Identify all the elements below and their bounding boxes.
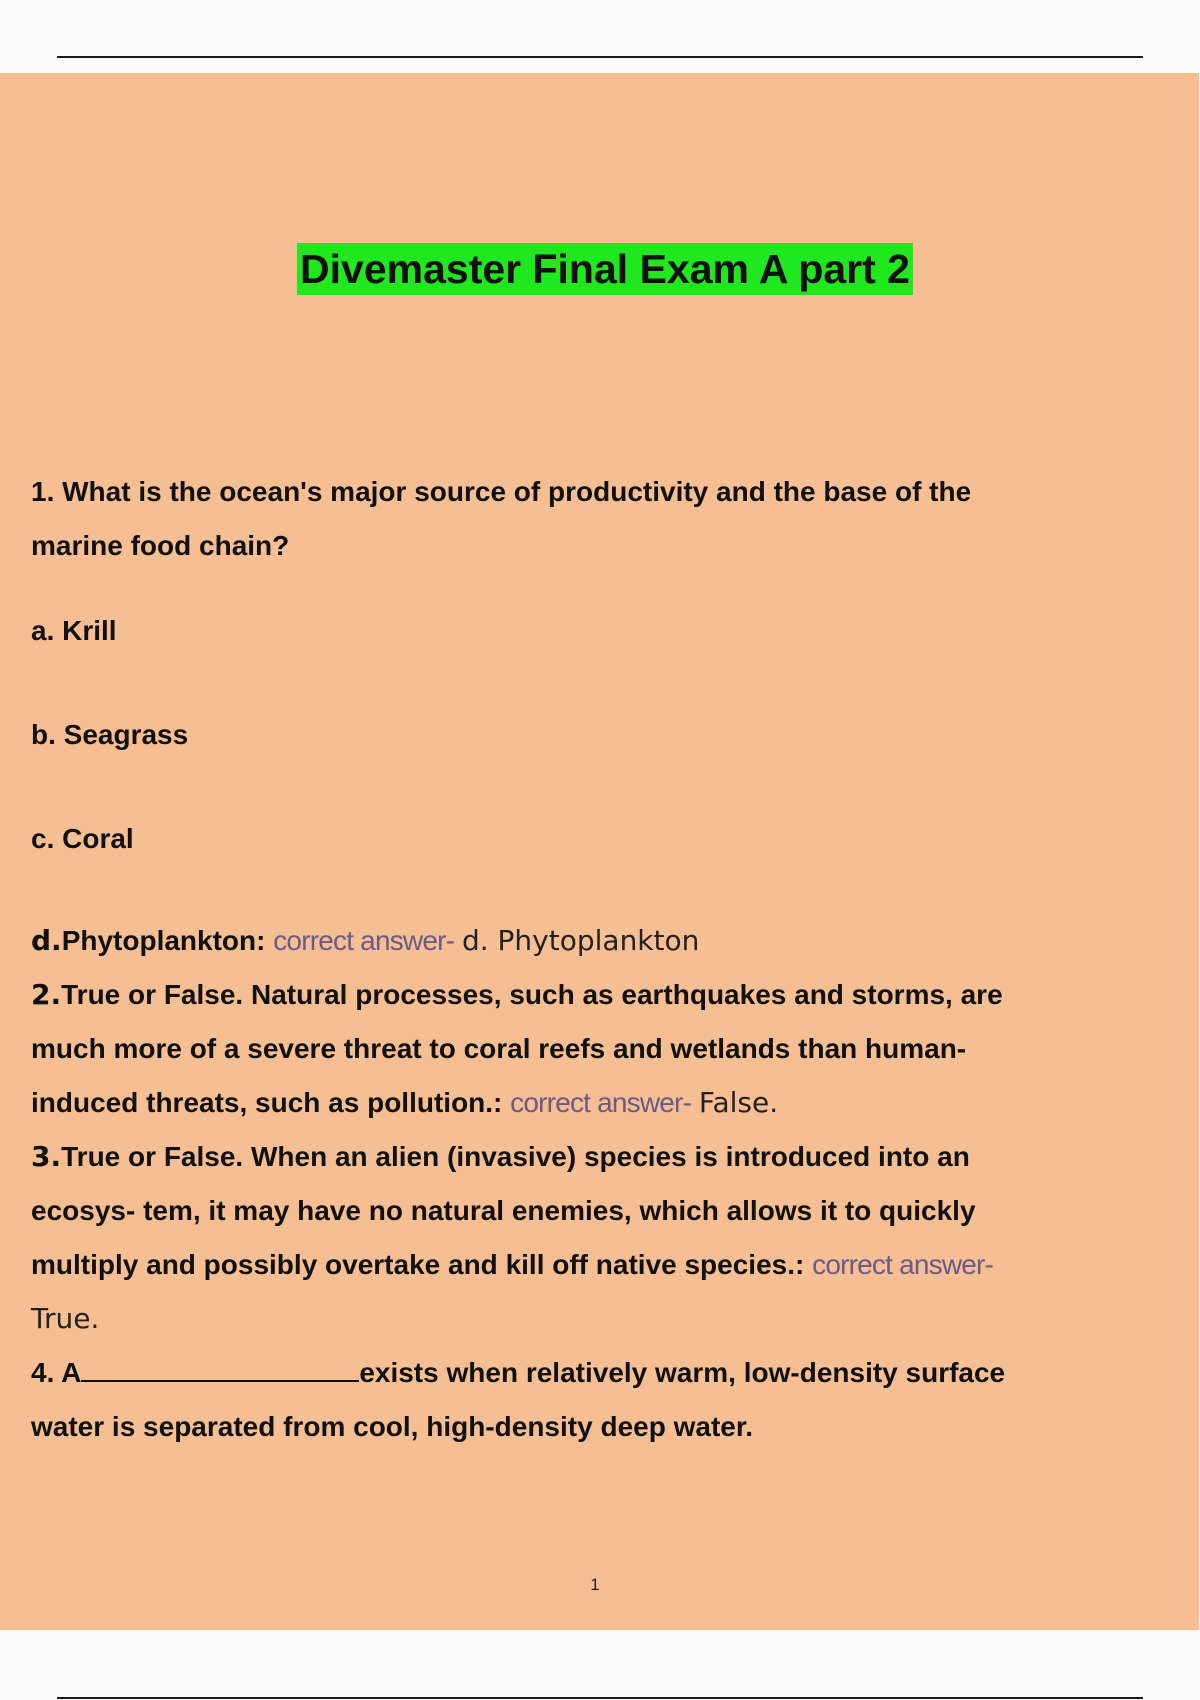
question-2-line-3	[31, 1076, 1166, 1130]
question-1	[31, 465, 1166, 968]
correct-answer-value: False.	[698, 1086, 779, 1119]
option-d	[31, 914, 1166, 968]
question-2-line-1	[31, 968, 1166, 1022]
question-3-line-1	[31, 1130, 1166, 1184]
page-title: Divemaster Final Exam A part 2	[297, 243, 913, 295]
question-3	[31, 1130, 1166, 1346]
question-3-answer-line	[31, 1292, 1166, 1346]
top-rule	[57, 56, 1143, 58]
question-2-text-1: True or False. Natural processes, such as earthquakes and storms, are	[61, 979, 1003, 1010]
question-2-number: 2.	[31, 978, 62, 1011]
question-3-line-2: ecosys- tem, it may have no natural enemies, which allows it to quickly	[31, 1195, 976, 1226]
question-4	[31, 1346, 1166, 1454]
title-wrap	[0, 243, 1200, 295]
question-2	[31, 968, 1166, 1130]
question-4-line-2: water is separated from cool, high-density deep water.	[31, 1411, 753, 1442]
question-3-number: 3.	[31, 1140, 62, 1173]
page-number: 1	[590, 1575, 600, 1594]
correct-answer-value: d. Phytoplankton	[461, 924, 700, 957]
correct-answer-label: correct answer-	[510, 1087, 692, 1118]
correct-answer-label: correct answer-	[812, 1249, 994, 1280]
question-1-line-2: marine food chain?	[31, 530, 290, 561]
bottom-rule	[57, 1697, 1143, 1699]
question-3-text-1: True or False. When an alien (invasive) species is introduced into an	[61, 1141, 970, 1172]
option-d-text: Phytoplankton:	[61, 925, 266, 956]
document-page	[0, 73, 1199, 1630]
option-a: a. Krill	[31, 615, 117, 646]
question-2-text-3: induced threats, such as pollution.:	[31, 1087, 503, 1118]
option-d-prefix: d.	[31, 924, 62, 957]
question-2-line-2: much more of a severe threat to coral reefs and wetlands than human-	[31, 1033, 967, 1064]
question-1-line-1: 1. What is the ocean's major source of productivity and the base of the	[31, 476, 972, 507]
question-4-line-1	[31, 1346, 1166, 1400]
question-4-text-1: exists when relatively warm, low-density surface	[359, 1357, 1006, 1388]
fill-in-blank	[81, 1354, 359, 1382]
correct-answer-label: correct answer-	[273, 925, 455, 956]
question-4-prefix: 4. A	[31, 1357, 82, 1388]
option-c: c. Coral	[31, 823, 134, 854]
question-3-line-3	[31, 1238, 1166, 1292]
exam-content	[31, 465, 1166, 1454]
option-b: b. Seagrass	[31, 719, 189, 750]
correct-answer-value: True.	[31, 1302, 100, 1335]
question-3-text-3: multiply and possibly overtake and kill off native species.:	[31, 1249, 805, 1280]
